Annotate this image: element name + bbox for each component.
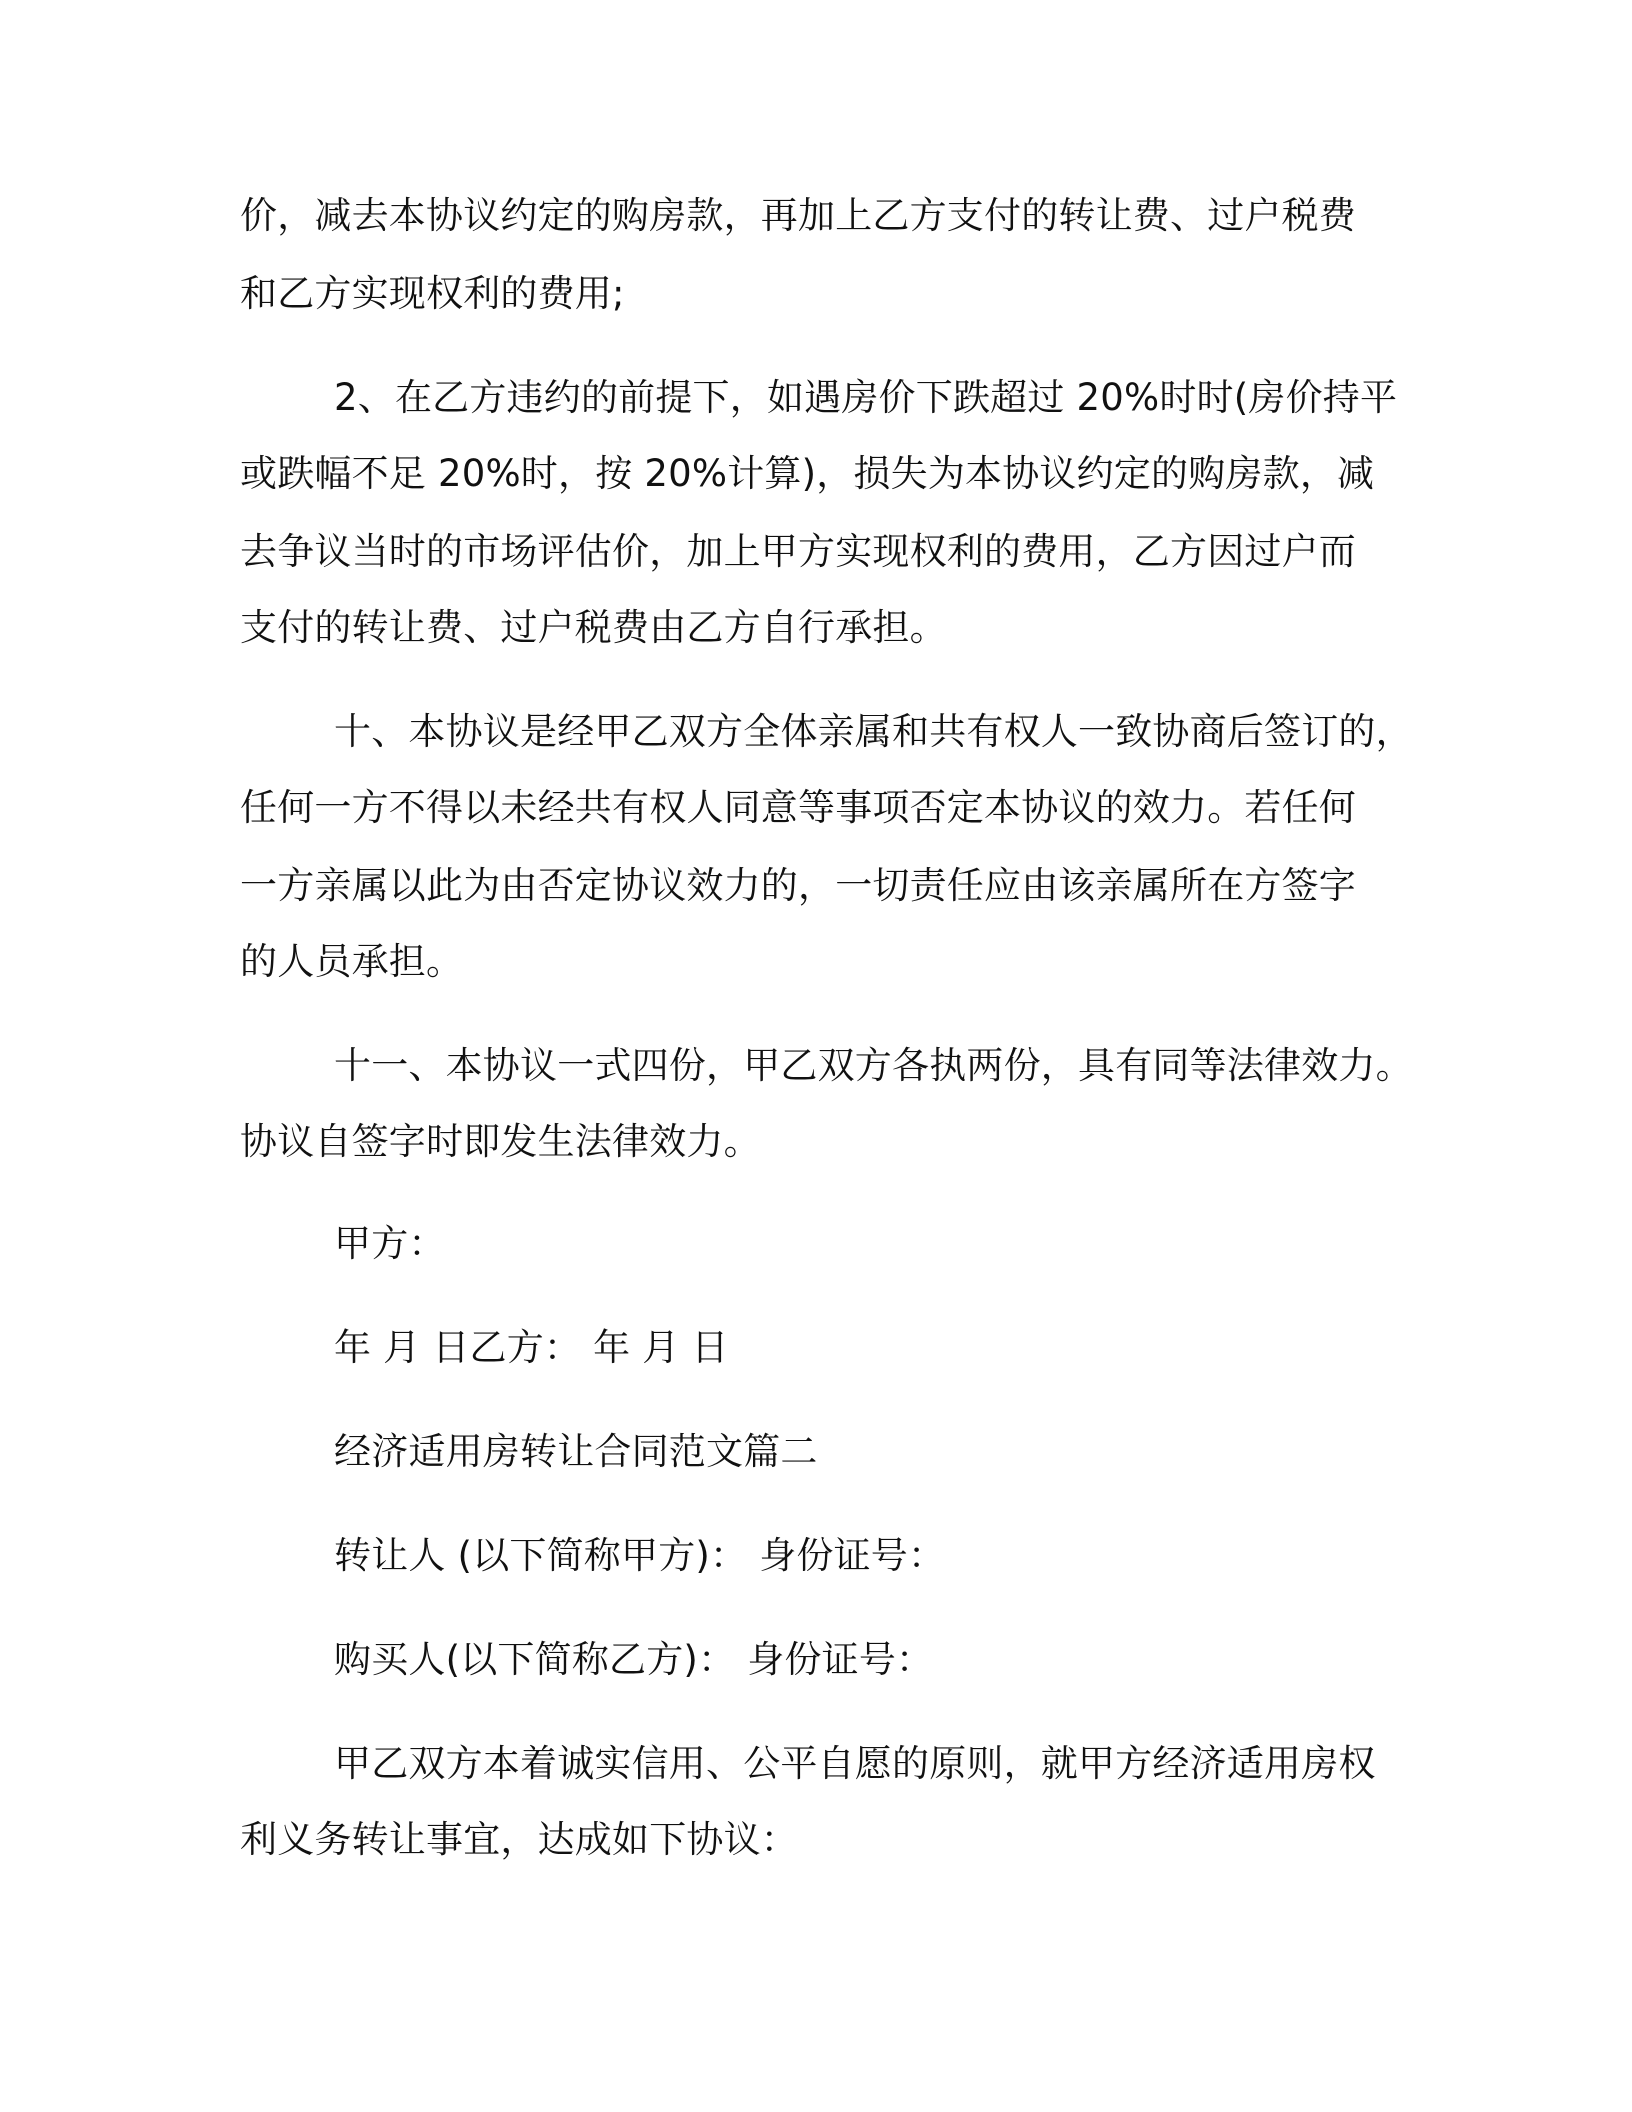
paragraph-1-line-1: 价，减去本协议约定的购房款，再加上乙方支付的转让费、过户税费 <box>240 194 1356 237</box>
section-title: 经济适用房转让合同范文篇二 <box>334 1430 818 1473</box>
paragraph-2-line-4: 支付的转让费、过户税费由乙方自行承担。 <box>240 606 947 649</box>
paragraph-4-line-2: 协议自签字时即发生法律效力。 <box>240 1120 761 1163</box>
paragraph-3-line-1: 十、本协议是经甲乙双方全体亲属和共有权人一致协商后签订的， <box>334 710 1413 753</box>
paragraph-4-line-1: 十一、本协议一式四份，甲乙双方各执两份，具有同等法律效力。 <box>334 1044 1413 1087</box>
buyer-line: 购买人(以下简称乙方)： 身份证号： <box>334 1638 934 1681</box>
paragraph-2-line-2: 或跌幅不足 20%时，按 20%计算)，损失为本协议约定的购房款，减 <box>240 452 1375 495</box>
paragraph-2-line-3: 去争议当时的市场评估价，加上甲方实现权利的费用，乙方因过户而 <box>240 530 1356 573</box>
paragraph-2-line-1: 2、在乙方违约的前提下，如遇房价下跌超过 20%时时(房价持平 <box>334 376 1398 419</box>
paragraph-3-line-3: 一方亲属以此为由否定协议效力的，一切责任应由该亲属所在方签字 <box>240 864 1356 907</box>
transferor-line: 转让人 (以下简称甲方)： 身份证号： <box>334 1534 946 1577</box>
paragraph-3-line-2: 任何一方不得以未经共有权人同意等事项否定本协议的效力。若任何 <box>240 786 1356 829</box>
paragraph-5-line-1: 甲乙双方本着诚实信用、公平自愿的原则，就甲方经济适用房权 <box>334 1742 1376 1785</box>
party-a-label: 甲方： <box>334 1222 446 1265</box>
date-line: 年 月 日乙方： 年 月 日 <box>334 1326 729 1369</box>
paragraph-1-line-2: 和乙方实现权利的费用; <box>240 272 625 315</box>
paragraph-5-line-2: 利义务转让事宜，达成如下协议： <box>240 1818 798 1861</box>
paragraph-3-line-4: 的人员承担。 <box>240 940 464 983</box>
